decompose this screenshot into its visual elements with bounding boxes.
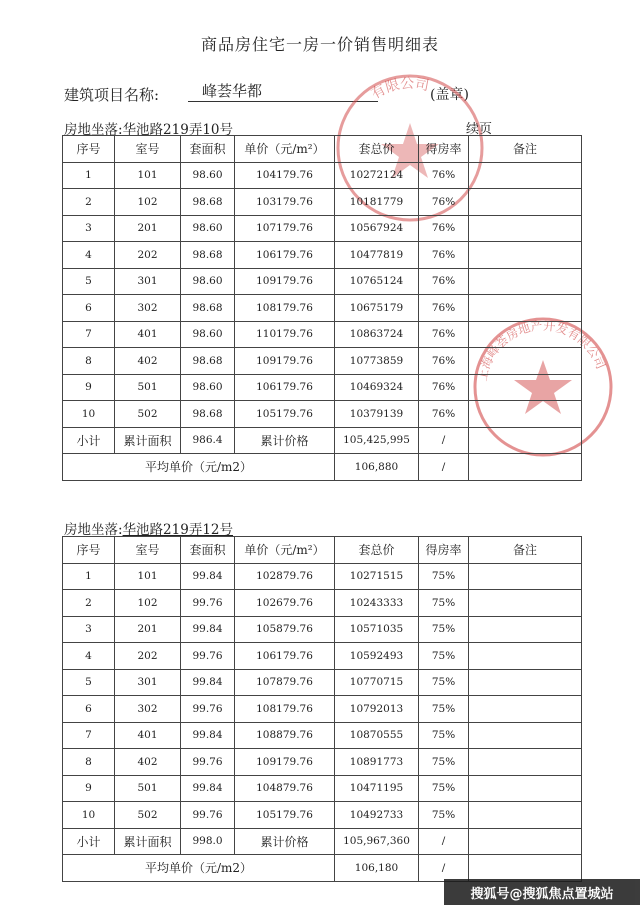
table-cell bbox=[469, 215, 582, 242]
table-cell bbox=[469, 268, 582, 295]
table-row bbox=[63, 722, 582, 749]
table-cell: 1 bbox=[63, 563, 115, 590]
table-cell: 99.84 bbox=[181, 563, 235, 590]
subtotal-label: 小计 bbox=[63, 828, 115, 855]
table-cell: 8 bbox=[63, 348, 115, 375]
table-cell: 5 bbox=[63, 268, 115, 295]
table-cell: 76% bbox=[419, 162, 469, 189]
column-header: 单价（元/m²） bbox=[235, 537, 335, 564]
column-header: 备注 bbox=[469, 136, 582, 163]
table-cell: 76% bbox=[419, 321, 469, 348]
address-value: 华池路219弄12号 bbox=[122, 522, 234, 538]
table-cell: 75% bbox=[419, 643, 469, 670]
table-cell bbox=[469, 749, 582, 776]
table-cell: 502 bbox=[115, 802, 181, 829]
address-value: 华池路219弄10号 bbox=[122, 122, 234, 138]
table-cell bbox=[469, 321, 582, 348]
subtotal-label: 小计 bbox=[63, 427, 115, 454]
table-cell: 106179.76 bbox=[235, 643, 335, 670]
table-row bbox=[63, 215, 582, 242]
table-cell: 301 bbox=[115, 669, 181, 696]
table-row bbox=[63, 242, 582, 269]
table-cell: 76% bbox=[419, 401, 469, 428]
table-cell: 104179.76 bbox=[235, 162, 335, 189]
table-row bbox=[63, 749, 582, 776]
table-cell: 99.76 bbox=[181, 590, 235, 617]
column-header: 序号 bbox=[63, 537, 115, 564]
table-cell: 101 bbox=[115, 563, 181, 590]
table-cell: 10571035 bbox=[335, 616, 419, 643]
average-row bbox=[63, 855, 582, 882]
table-cell: 9 bbox=[63, 775, 115, 802]
table-cell: 76% bbox=[419, 295, 469, 322]
total-price-label: 累计价格 bbox=[235, 427, 335, 454]
column-header: 室号 bbox=[115, 537, 181, 564]
table-cell bbox=[469, 775, 582, 802]
total-area-label: 累计面积 bbox=[115, 427, 181, 454]
table-cell: 10 bbox=[63, 401, 115, 428]
total-price-value: 105,967,360 bbox=[335, 828, 419, 855]
table-cell: 110179.76 bbox=[235, 321, 335, 348]
table-cell: 99.84 bbox=[181, 669, 235, 696]
table-cell bbox=[469, 616, 582, 643]
table-cell: 302 bbox=[115, 295, 181, 322]
table-cell: 10891773 bbox=[335, 749, 419, 776]
table-cell: 2 bbox=[63, 189, 115, 216]
table-row bbox=[63, 401, 582, 428]
average-slash: / bbox=[419, 855, 469, 882]
table-cell: 501 bbox=[115, 374, 181, 401]
subtotal-row bbox=[63, 828, 582, 855]
table-cell: 108179.76 bbox=[235, 696, 335, 723]
table-cell: 109179.76 bbox=[235, 348, 335, 375]
table-cell: 10379139 bbox=[335, 401, 419, 428]
table-cell: 98.60 bbox=[181, 162, 235, 189]
project-name-value: 峰荟华都 bbox=[188, 80, 378, 102]
table-cell: 76% bbox=[419, 268, 469, 295]
table-cell: 75% bbox=[419, 669, 469, 696]
subtotal-row bbox=[63, 427, 582, 454]
total-price-value: 105,425,995 bbox=[335, 427, 419, 454]
sales-table-building-12 bbox=[62, 536, 582, 882]
table-cell: 105179.76 bbox=[235, 802, 335, 829]
table-cell: 4 bbox=[63, 643, 115, 670]
table-row bbox=[63, 590, 582, 617]
table-cell: 99.84 bbox=[181, 616, 235, 643]
table-cell: 10592493 bbox=[335, 643, 419, 670]
table-cell: 2 bbox=[63, 590, 115, 617]
table-cell: 4 bbox=[63, 242, 115, 269]
table-cell: 108879.76 bbox=[235, 722, 335, 749]
seal-label: (盖章) bbox=[430, 87, 469, 103]
table-cell bbox=[469, 295, 582, 322]
table-row bbox=[63, 802, 582, 829]
address-label: 房地坐落: bbox=[64, 522, 123, 538]
table-cell: 75% bbox=[419, 722, 469, 749]
average-price-value: 106,880 bbox=[335, 454, 419, 481]
table-cell: 201 bbox=[115, 616, 181, 643]
address-label: 房地坐落: bbox=[64, 122, 123, 138]
table-cell: 98.60 bbox=[181, 215, 235, 242]
column-header: 得房率 bbox=[419, 136, 469, 163]
table-cell: 75% bbox=[419, 616, 469, 643]
average-price-label: 平均单价（元/m2） bbox=[63, 855, 335, 882]
column-header: 单价（元/m²） bbox=[235, 136, 335, 163]
table-cell: 10272124 bbox=[335, 162, 419, 189]
table-row bbox=[63, 348, 582, 375]
table-cell: 75% bbox=[419, 802, 469, 829]
table-cell: 105179.76 bbox=[235, 401, 335, 428]
table-cell bbox=[469, 348, 582, 375]
table-cell: 501 bbox=[115, 775, 181, 802]
table-cell bbox=[469, 401, 582, 428]
table-cell: 106179.76 bbox=[235, 374, 335, 401]
column-header: 套总价 bbox=[335, 537, 419, 564]
table-cell: 7 bbox=[63, 722, 115, 749]
table-cell: 202 bbox=[115, 242, 181, 269]
table-cell: 6 bbox=[63, 295, 115, 322]
table-cell: 98.68 bbox=[181, 242, 235, 269]
table-cell bbox=[469, 374, 582, 401]
table-cell bbox=[469, 189, 582, 216]
table-cell: 10863724 bbox=[335, 321, 419, 348]
total-price-label: 累计价格 bbox=[235, 828, 335, 855]
table-cell: 105879.76 bbox=[235, 616, 335, 643]
table-cell: 103179.76 bbox=[235, 189, 335, 216]
table-cell: 99.76 bbox=[181, 696, 235, 723]
column-header: 套面积 bbox=[181, 537, 235, 564]
average-price-value: 106,180 bbox=[335, 855, 419, 882]
sales-table-building-10 bbox=[62, 135, 582, 481]
table-row bbox=[63, 563, 582, 590]
average-note bbox=[469, 855, 582, 882]
subtotal-slash: / bbox=[419, 828, 469, 855]
table-cell: 75% bbox=[419, 696, 469, 723]
column-header: 套总价 bbox=[335, 136, 419, 163]
table-cell: 75% bbox=[419, 563, 469, 590]
table-cell: 108179.76 bbox=[235, 295, 335, 322]
table-cell: 102 bbox=[115, 590, 181, 617]
table-row bbox=[63, 696, 582, 723]
average-row bbox=[63, 454, 582, 481]
table-cell: 99.76 bbox=[181, 802, 235, 829]
table-row bbox=[63, 616, 582, 643]
table-cell: 10181779 bbox=[335, 189, 419, 216]
table-cell bbox=[469, 590, 582, 617]
table-cell: 75% bbox=[419, 590, 469, 617]
table-cell: 201 bbox=[115, 215, 181, 242]
table-cell: 10471195 bbox=[335, 775, 419, 802]
table-cell: 10765124 bbox=[335, 268, 419, 295]
column-header: 室号 bbox=[115, 136, 181, 163]
table-cell: 107179.76 bbox=[235, 215, 335, 242]
table-cell: 402 bbox=[115, 348, 181, 375]
table-cell: 10271515 bbox=[335, 563, 419, 590]
average-note bbox=[469, 454, 582, 481]
table-cell bbox=[469, 722, 582, 749]
column-header: 套面积 bbox=[181, 136, 235, 163]
continued-label: 续页 bbox=[466, 122, 493, 137]
table-cell: 202 bbox=[115, 643, 181, 670]
column-header: 备注 bbox=[469, 537, 582, 564]
table-cell: 401 bbox=[115, 321, 181, 348]
table-cell: 10492733 bbox=[335, 802, 419, 829]
table-cell: 109179.76 bbox=[235, 268, 335, 295]
table-cell: 102679.76 bbox=[235, 590, 335, 617]
table-cell: 8 bbox=[63, 749, 115, 776]
table-cell: 107879.76 bbox=[235, 669, 335, 696]
table-cell: 6 bbox=[63, 696, 115, 723]
table-cell: 10870555 bbox=[335, 722, 419, 749]
table-row bbox=[63, 669, 582, 696]
table-cell: 99.76 bbox=[181, 643, 235, 670]
table-cell bbox=[469, 242, 582, 269]
table-cell: 102879.76 bbox=[235, 563, 335, 590]
table-cell: 1 bbox=[63, 162, 115, 189]
table-cell: 10770715 bbox=[335, 669, 419, 696]
table-cell: 402 bbox=[115, 749, 181, 776]
table-cell: 3 bbox=[63, 215, 115, 242]
table-cell: 3 bbox=[63, 616, 115, 643]
table-cell: 98.60 bbox=[181, 321, 235, 348]
table-cell: 106179.76 bbox=[235, 242, 335, 269]
table-cell: 98.60 bbox=[181, 374, 235, 401]
table-header-row bbox=[63, 136, 582, 163]
table-cell: 99.76 bbox=[181, 749, 235, 776]
table-cell: 10792013 bbox=[335, 696, 419, 723]
table-cell: 10675179 bbox=[335, 295, 419, 322]
table-cell: 10567924 bbox=[335, 215, 419, 242]
table-cell bbox=[469, 696, 582, 723]
table-row bbox=[63, 268, 582, 295]
table-row bbox=[63, 643, 582, 670]
table-cell: 99.84 bbox=[181, 722, 235, 749]
project-name-label: 建筑项目名称: bbox=[64, 86, 160, 104]
table-cell: 104879.76 bbox=[235, 775, 335, 802]
table-row bbox=[63, 374, 582, 401]
average-slash: / bbox=[419, 454, 469, 481]
table-row bbox=[63, 775, 582, 802]
total-area-value: 998.0 bbox=[181, 828, 235, 855]
table-cell: 10469324 bbox=[335, 374, 419, 401]
average-price-label: 平均单价（元/m2） bbox=[63, 454, 335, 481]
table-cell: 76% bbox=[419, 348, 469, 375]
table-cell: 10773859 bbox=[335, 348, 419, 375]
stamp-top-text: 有限公司 bbox=[368, 75, 431, 103]
table-cell bbox=[469, 802, 582, 829]
table-cell: 102 bbox=[115, 189, 181, 216]
table-row bbox=[63, 321, 582, 348]
table-row bbox=[63, 189, 582, 216]
table-cell bbox=[469, 563, 582, 590]
table-cell: 98.68 bbox=[181, 348, 235, 375]
table-cell: 98.60 bbox=[181, 268, 235, 295]
total-area-value: 986.4 bbox=[181, 427, 235, 454]
table-cell bbox=[469, 162, 582, 189]
table-cell: 302 bbox=[115, 696, 181, 723]
table-cell: 109179.76 bbox=[235, 749, 335, 776]
table-cell: 76% bbox=[419, 189, 469, 216]
stamp-round-text: 上海峰荟房地产开发有限公司 bbox=[475, 318, 608, 383]
table-header-row bbox=[63, 537, 582, 564]
table-cell: 301 bbox=[115, 268, 181, 295]
table-cell: 98.68 bbox=[181, 401, 235, 428]
watermark: 搜狐号@搜狐焦点置城站 bbox=[444, 879, 640, 905]
table-cell bbox=[469, 669, 582, 696]
table-cell: 401 bbox=[115, 722, 181, 749]
table-cell: 76% bbox=[419, 374, 469, 401]
address-line-2 bbox=[64, 518, 233, 538]
subtotal-note bbox=[469, 828, 582, 855]
table-cell: 76% bbox=[419, 215, 469, 242]
table-cell: 10243333 bbox=[335, 590, 419, 617]
subtotal-slash: / bbox=[419, 427, 469, 454]
column-header: 得房率 bbox=[419, 537, 469, 564]
table-cell: 99.84 bbox=[181, 775, 235, 802]
document-title: 商品房住宅一房一价销售明细表 bbox=[200, 35, 439, 54]
table-cell: 9 bbox=[63, 374, 115, 401]
table-row bbox=[63, 295, 582, 322]
table-cell: 502 bbox=[115, 401, 181, 428]
total-area-label: 累计面积 bbox=[115, 828, 181, 855]
table-cell bbox=[469, 643, 582, 670]
table-cell: 75% bbox=[419, 749, 469, 776]
table-cell: 10477819 bbox=[335, 242, 419, 269]
table-cell: 101 bbox=[115, 162, 181, 189]
table-cell: 7 bbox=[63, 321, 115, 348]
table-cell: 75% bbox=[419, 775, 469, 802]
table-cell: 5 bbox=[63, 669, 115, 696]
table-cell: 76% bbox=[419, 242, 469, 269]
subtotal-note bbox=[469, 427, 582, 454]
table-cell: 98.68 bbox=[181, 189, 235, 216]
table-cell: 10 bbox=[63, 802, 115, 829]
column-header: 序号 bbox=[63, 136, 115, 163]
table-row bbox=[63, 162, 582, 189]
table-cell: 98.68 bbox=[181, 295, 235, 322]
